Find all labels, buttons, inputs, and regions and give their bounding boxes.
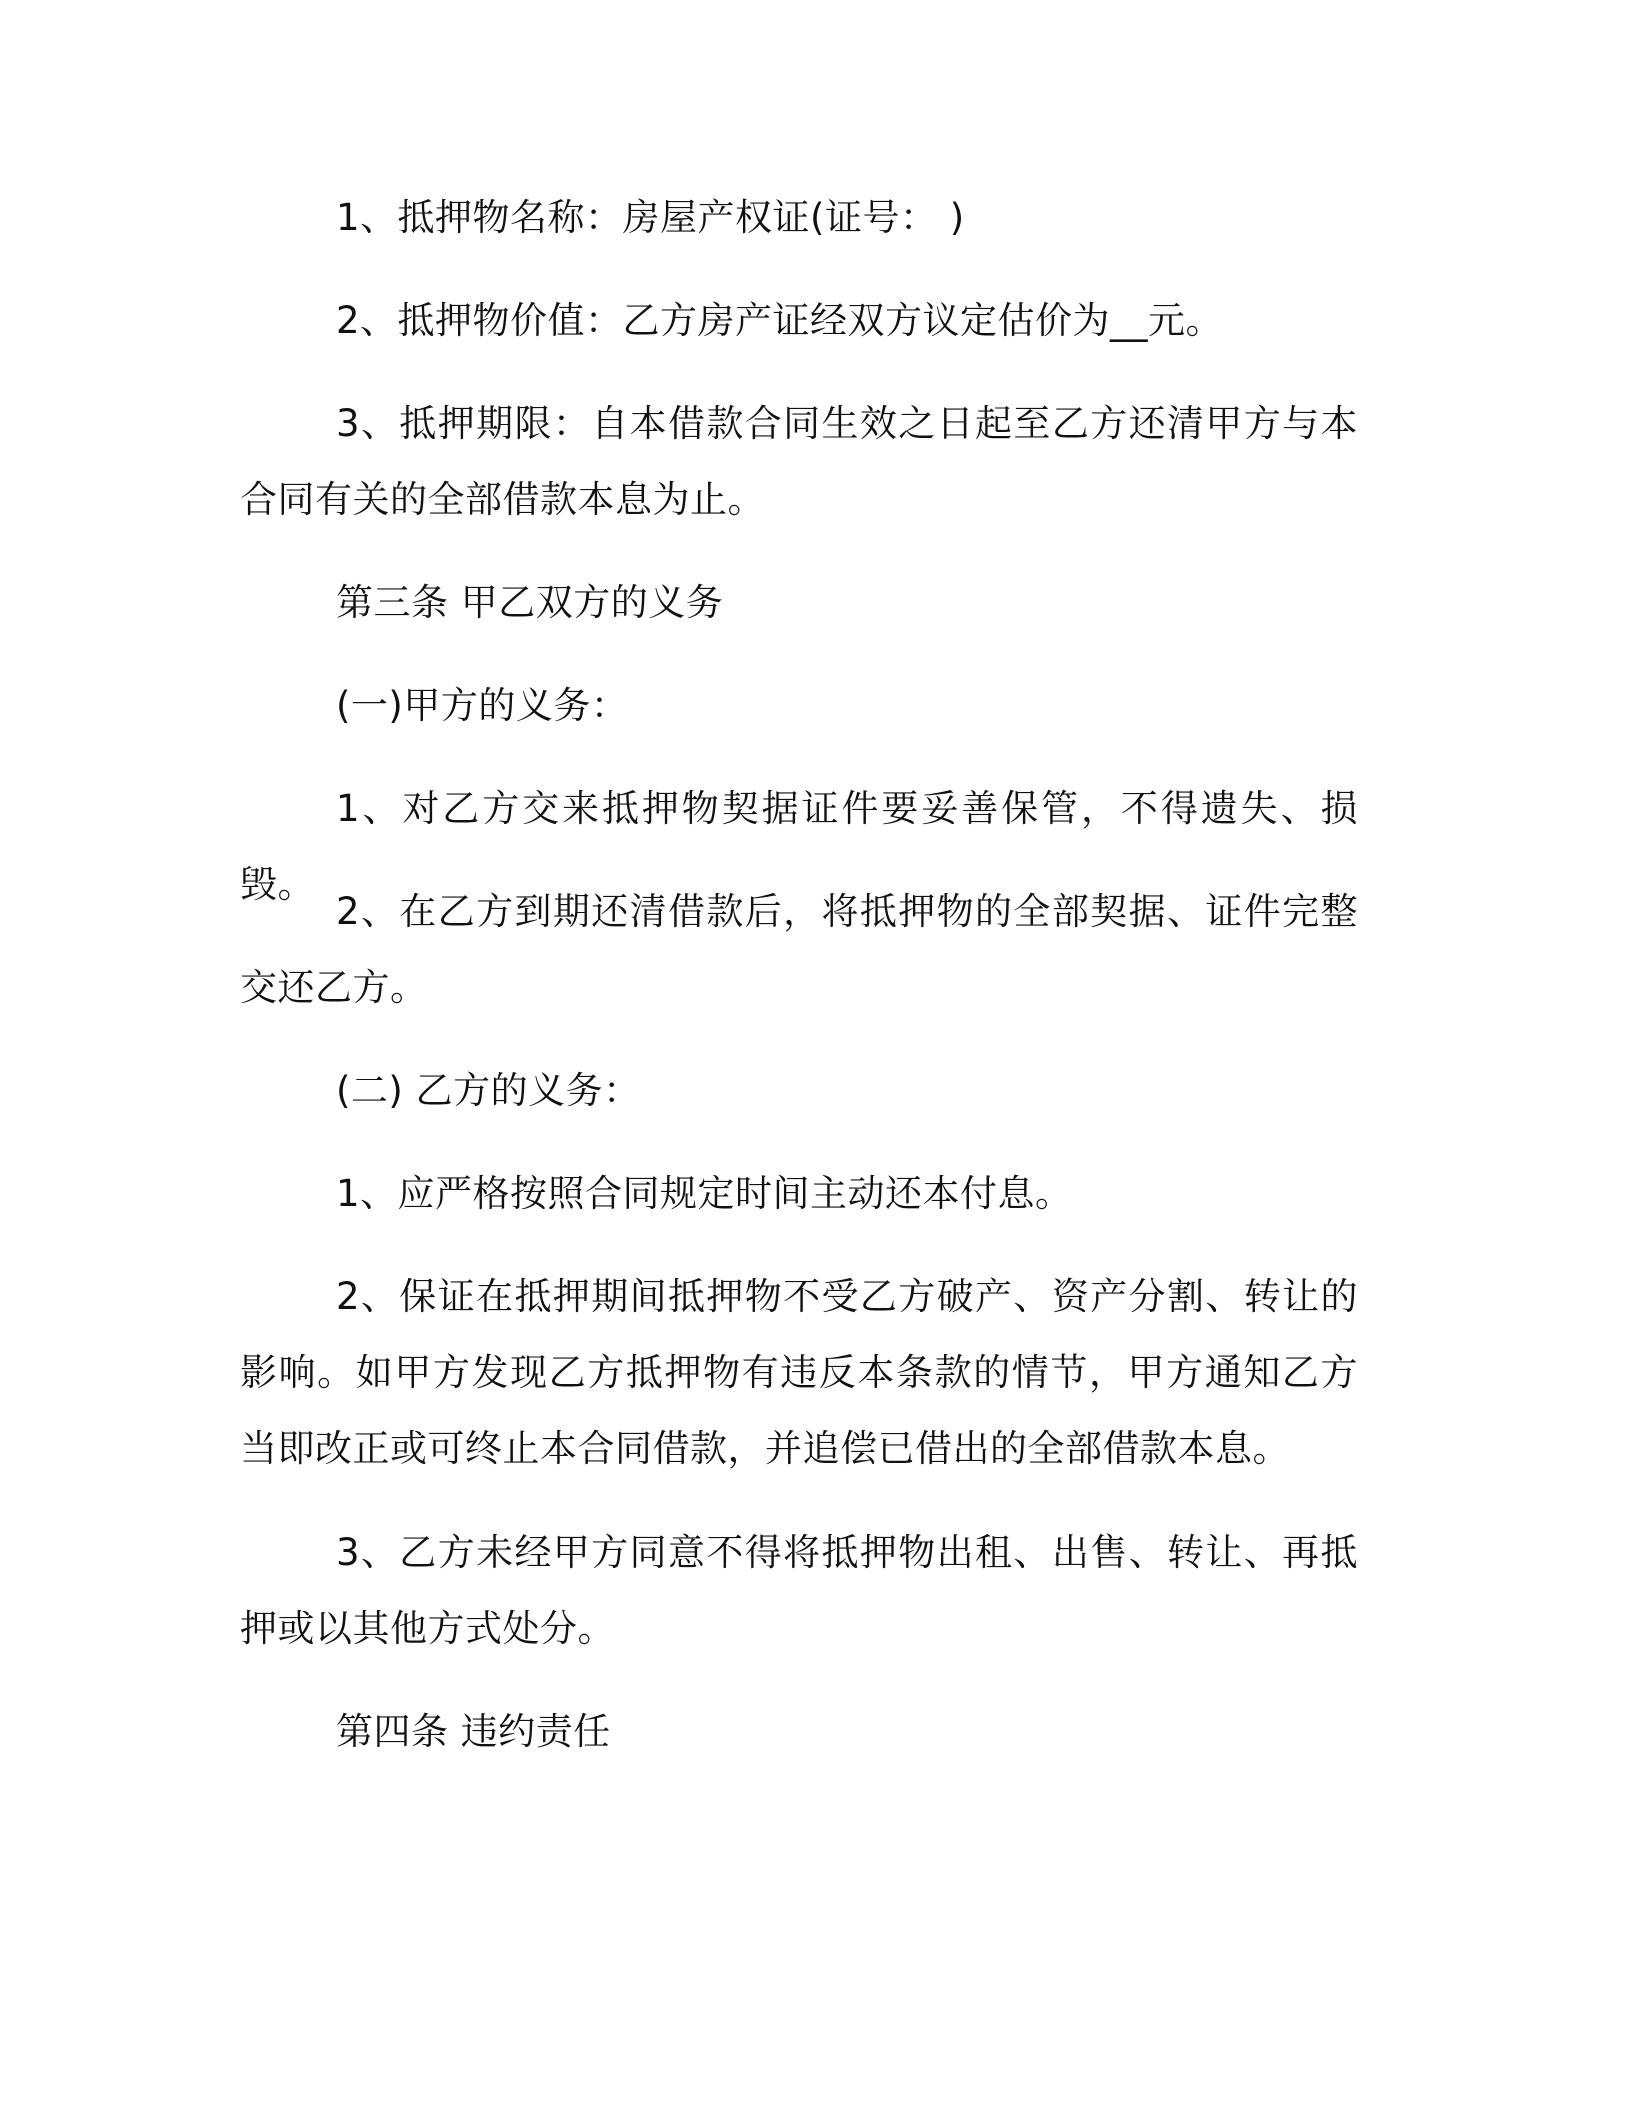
party-b-duties-heading: (二) 乙方的义务：: [336, 1069, 641, 1112]
clause-collateral-term: 3、抵押期限：自本借款合同生效之日起至乙方还清甲方与本合同有关的全部借款本息为止。: [240, 402, 1358, 521]
party-a-duty-1: 1、对乙方交来抵押物契据证件要妥善保管，不得遗失、损毁。: [240, 787, 1358, 906]
party-b-duty-3: 3、乙方未经甲方同意不得将抵押物出租、出售、转让、再抵押或以其他方式处分。: [240, 1531, 1358, 1650]
clause-collateral-value: 2、抵押物价值：乙方房产证经双方议定估价为__元。: [336, 299, 1224, 342]
party-b-duty-2: 2、保证在抵押期间抵押物不受乙方破产、资产分割、转让的影响。如甲方发现乙方抵押物有违反本条款的情节，甲方通知乙方当即改正或可终止本合同借款，并追偿已借出的全部借款本息。: [240, 1275, 1358, 1470]
article-three-heading: 第三条 甲乙双方的义务: [336, 581, 724, 624]
party-a-duties-heading: (一)甲方的义务：: [336, 684, 629, 727]
party-a-duty-2: 2、在乙方到期还清借款后，将抵押物的全部契据、证件完整交还乙方。: [240, 890, 1358, 1009]
party-b-duty-1: 1、应严格按照合同规定时间主动还本付息。: [336, 1172, 1073, 1215]
clause-collateral-name: 1、抵押物名称：房屋产权证(证号： ): [336, 196, 965, 239]
article-four-heading: 第四条 违约责任: [336, 1710, 611, 1753]
